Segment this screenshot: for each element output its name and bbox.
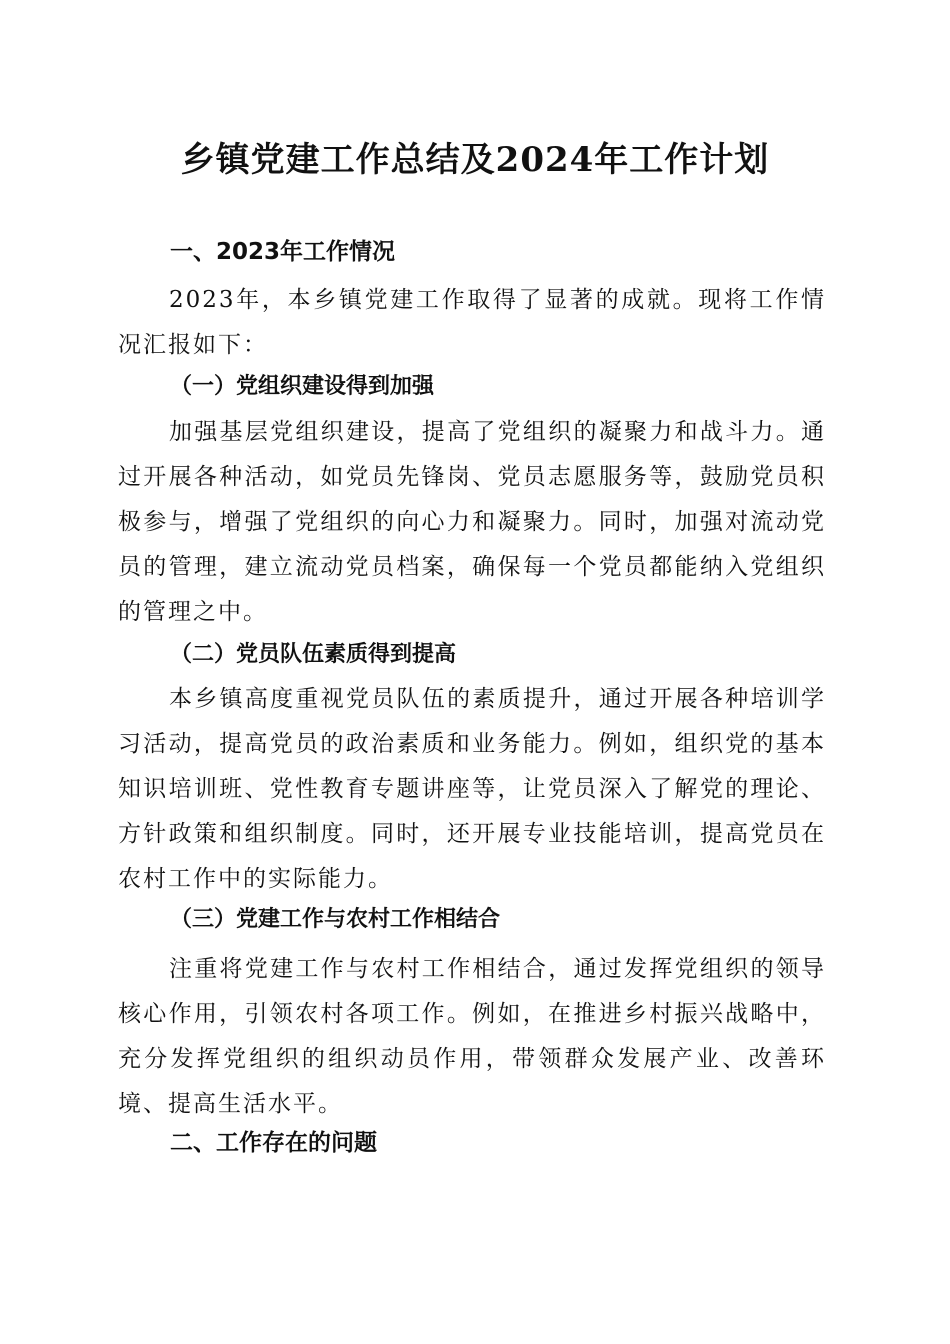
subsection-2-heading: （二）党员队伍素质得到提高: [170, 641, 457, 667]
subsection-2-paragraph: 本乡镇高度重视党员队伍的素质提升，通过开展各种培训学习活动，提高党员的政治素质和业务能力。例如，组织党的基本知识培训班、党性教育专题讲座等，让党员深入了解党的理论、方针政策和组织制度。同时，还开展专业技能培训，提高党员在农村工作中的实际能力。: [118, 686, 826, 892]
subsection-3-paragraph: 注重将党建工作与农村工作相结合，通过发挥党组织的领导核心作用，引领农村各项工作。例如，在推进乡村振兴战略中，充分发挥党组织的组织动员作用，带领群众发展产业、改善环境、提高生活水平。: [118, 956, 826, 1117]
subsection-1-paragraph: 加强基层党组织建设，提高了党组织的凝聚力和战斗力。通过开展各种活动，如党员先锋岗、党员志愿服务等，鼓励党员积极参与，增强了党组织的向心力和凝聚力。同时，加强对流动党员的管理，建立流动党员档案，确保每一个党员都能纳入党组织的管理之中。: [118, 419, 826, 625]
subsection-3-heading: （三）党建工作与农村工作相结合: [170, 906, 501, 932]
section-2-heading: 二、工作存在的问题: [170, 1130, 377, 1156]
section-1-intro-paragraph: 2023年，本乡镇党建工作取得了显著的成就。现将工作情况汇报如下：: [118, 287, 826, 358]
subsection-1-heading: （一）党组织建设得到加强: [170, 373, 435, 399]
section-1-heading: 一、2023年工作情况: [170, 239, 396, 265]
document-title: 乡镇党建工作总结及2024年工作计划: [180, 140, 770, 180]
